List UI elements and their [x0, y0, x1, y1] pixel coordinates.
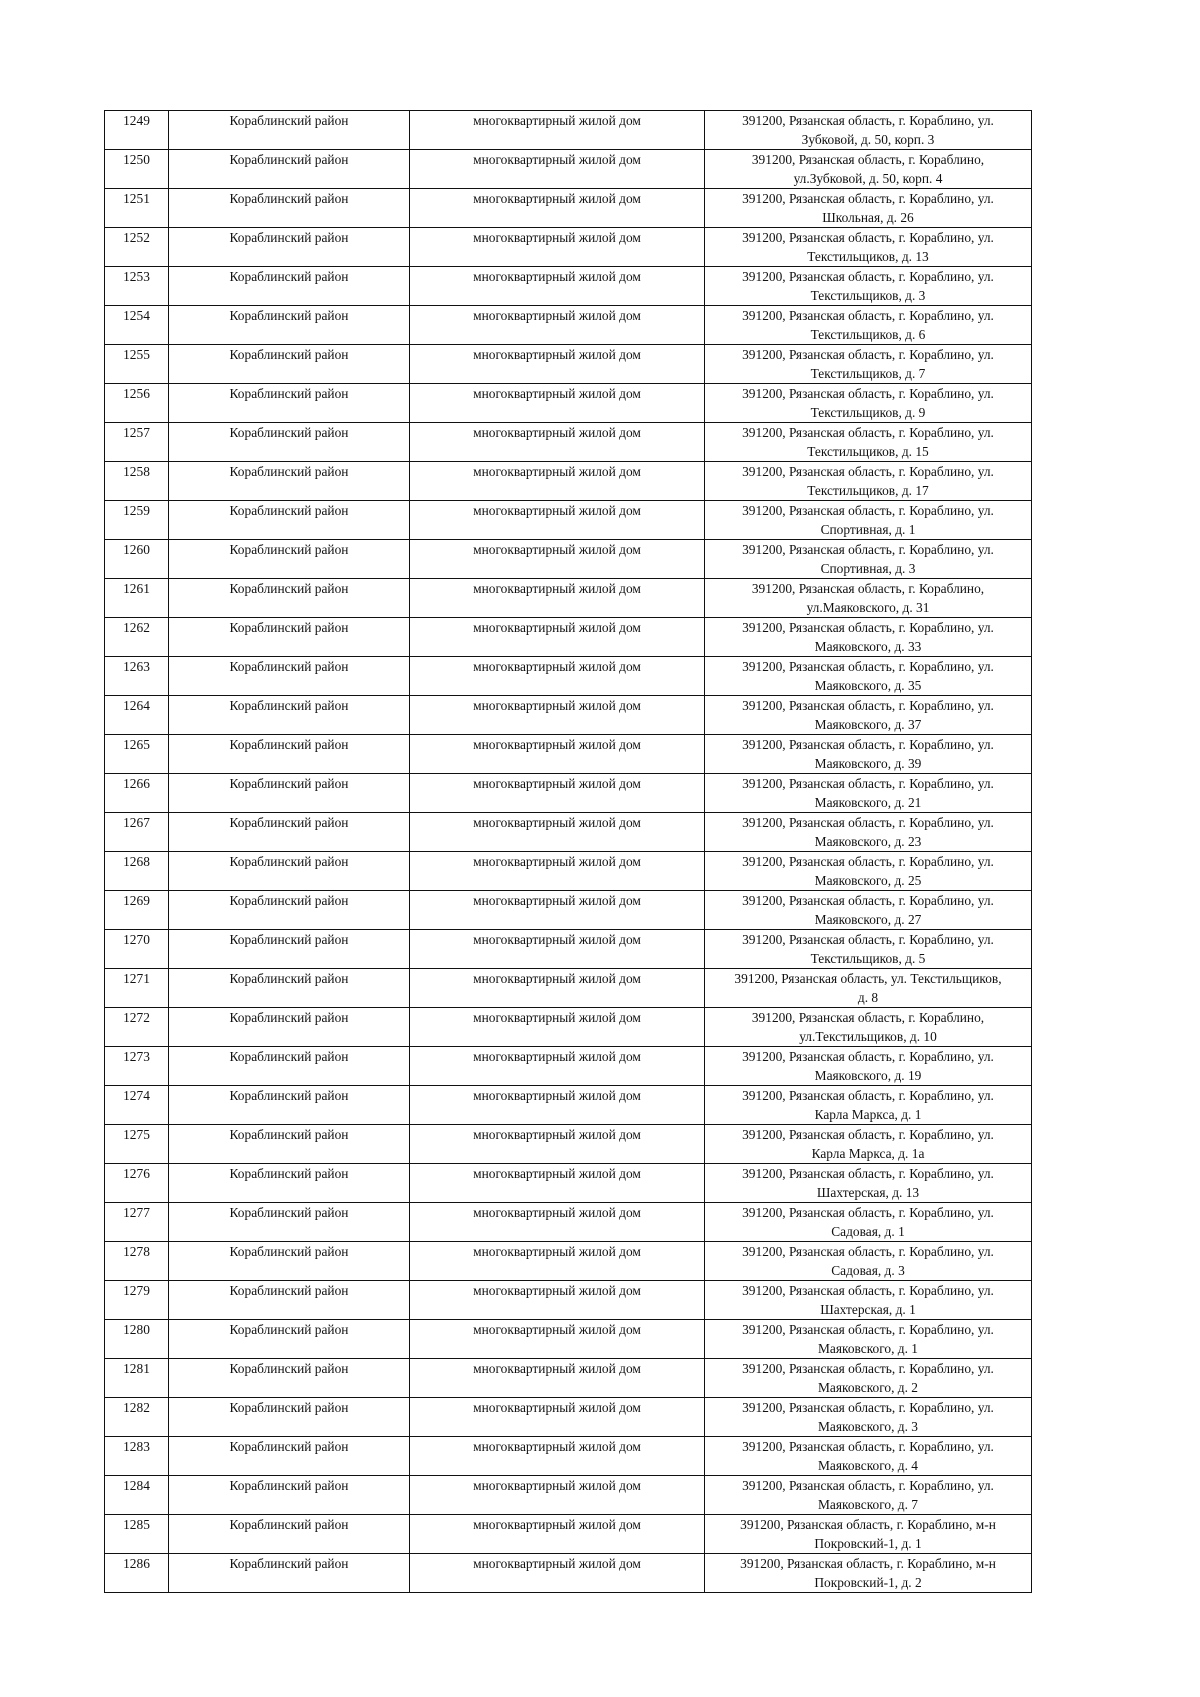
- address-cell: [705, 1008, 1032, 1047]
- table-row: [105, 1359, 1032, 1398]
- address-line: Шахтерская, д. 13: [816, 1185, 920, 1200]
- district-cell: Кораблинский район: [169, 1008, 410, 1047]
- building-type-cell: многоквартирный жилой дом: [410, 1008, 705, 1047]
- address-cell: [705, 423, 1032, 462]
- row-number-cell: 1276: [105, 1164, 169, 1203]
- building-type-cell: многоквартирный жилой дом: [410, 345, 705, 384]
- district-cell: Кораблинский район: [169, 423, 410, 462]
- address-line: 391200, Рязанская область, г. Кораблино, ул.: [742, 698, 994, 713]
- building-type-cell: многоквартирный жилой дом: [410, 1242, 705, 1281]
- address-line: Покровский-1, д. 2: [814, 1575, 922, 1590]
- row-number-cell: 1250: [105, 150, 169, 189]
- address-cell: [705, 384, 1032, 423]
- table-row: [105, 618, 1032, 657]
- address-line: Маяковского, д. 21: [814, 795, 922, 810]
- address-cell: [705, 1398, 1032, 1437]
- row-number-cell: 1249: [105, 111, 169, 150]
- table-row: [105, 930, 1032, 969]
- building-type-cell: многоквартирный жилой дом: [410, 696, 705, 735]
- table-row: [105, 1203, 1032, 1242]
- building-type-cell: многоквартирный жилой дом: [410, 1125, 705, 1164]
- building-type-cell: многоквартирный жилой дом: [410, 657, 705, 696]
- address-cell: [705, 1086, 1032, 1125]
- address-cell: [705, 1320, 1032, 1359]
- row-number-cell: 1258: [105, 462, 169, 501]
- address-cell: [705, 930, 1032, 969]
- address-cell: [705, 189, 1032, 228]
- district-cell: Кораблинский район: [169, 1242, 410, 1281]
- district-cell: Кораблинский район: [169, 189, 410, 228]
- district-cell: Кораблинский район: [169, 501, 410, 540]
- address-line: Текстильщиков, д. 9: [810, 405, 926, 420]
- address-cell: [705, 1476, 1032, 1515]
- district-cell: Кораблинский район: [169, 1281, 410, 1320]
- district-cell: Кораблинский район: [169, 1515, 410, 1554]
- address-line: Карла Маркса, д. 1: [814, 1107, 922, 1122]
- address-line: д. 8: [857, 990, 879, 1005]
- row-number-cell: 1263: [105, 657, 169, 696]
- table-row: [105, 1476, 1032, 1515]
- address-line: 391200, Рязанская область, г. Кораблино, м-н: [740, 1556, 996, 1571]
- district-cell: Кораблинский район: [169, 1554, 410, 1593]
- table-row: [105, 423, 1032, 462]
- district-cell: Кораблинский район: [169, 150, 410, 189]
- address-cell: [705, 969, 1032, 1008]
- address-cell: [705, 1242, 1032, 1281]
- address-line: Маяковского, д. 3: [818, 1419, 918, 1434]
- row-number-cell: 1268: [105, 852, 169, 891]
- district-cell: Кораблинский район: [169, 930, 410, 969]
- district-cell: Кораблинский район: [169, 306, 410, 345]
- address-cell: [705, 657, 1032, 696]
- address-line: Маяковского, д. 27: [814, 912, 922, 927]
- table-row: [105, 150, 1032, 189]
- building-type-cell: многоквартирный жилой дом: [410, 384, 705, 423]
- district-cell: Кораблинский район: [169, 969, 410, 1008]
- table-row: [105, 579, 1032, 618]
- address-line: 391200, Рязанская область, г. Кораблино, ул.: [742, 191, 994, 206]
- row-number-cell: 1278: [105, 1242, 169, 1281]
- address-cell: [705, 1515, 1032, 1554]
- table-row: [105, 1320, 1032, 1359]
- building-type-cell: многоквартирный жилой дом: [410, 774, 705, 813]
- row-number-cell: 1272: [105, 1008, 169, 1047]
- address-cell: [705, 540, 1032, 579]
- address-line: Текстильщиков, д. 15: [807, 444, 929, 459]
- table-row: [105, 111, 1032, 150]
- address-line: Текстильщиков, д. 7: [810, 366, 926, 381]
- building-type-cell: многоквартирный жилой дом: [410, 1515, 705, 1554]
- address-line: Маяковского, д. 2: [818, 1380, 918, 1395]
- table-row: [105, 462, 1032, 501]
- address-line: 391200, Рязанская область, г. Кораблино,: [751, 1010, 985, 1025]
- table-row: [105, 774, 1032, 813]
- table-row: [105, 657, 1032, 696]
- district-cell: Кораблинский район: [169, 1320, 410, 1359]
- address-line: 391200, Рязанская область, г. Кораблино, ул.: [742, 230, 994, 245]
- district-cell: Кораблинский район: [169, 1203, 410, 1242]
- building-type-cell: многоквартирный жилой дом: [410, 1164, 705, 1203]
- table-row: [105, 813, 1032, 852]
- address-line: Маяковского, д. 25: [814, 873, 922, 888]
- row-number-cell: 1256: [105, 384, 169, 423]
- building-type-cell: многоквартирный жилой дом: [410, 891, 705, 930]
- address-line: 391200, Рязанская область, г. Кораблино, ул.: [742, 1205, 994, 1220]
- address-cell: [705, 501, 1032, 540]
- address-line: Спортивная, д. 3: [820, 561, 916, 576]
- district-cell: Кораблинский район: [169, 1437, 410, 1476]
- building-type-cell: многоквартирный жилой дом: [410, 930, 705, 969]
- district-cell: Кораблинский район: [169, 462, 410, 501]
- table-row: [105, 189, 1032, 228]
- building-type-cell: многоквартирный жилой дом: [410, 540, 705, 579]
- address-line: ул.Зубковой, д. 50, корп. 4: [793, 171, 943, 186]
- building-type-cell: многоквартирный жилой дом: [410, 852, 705, 891]
- row-number-cell: 1285: [105, 1515, 169, 1554]
- building-type-cell: многоквартирный жилой дом: [410, 1554, 705, 1593]
- table-row: [105, 1125, 1032, 1164]
- row-number-cell: 1270: [105, 930, 169, 969]
- row-number-cell: 1286: [105, 1554, 169, 1593]
- row-number-cell: 1277: [105, 1203, 169, 1242]
- address-line: 391200, Рязанская область, г. Кораблино, ул.: [742, 776, 994, 791]
- address-line: 391200, Рязанская область, г. Кораблино, ул.: [742, 542, 994, 557]
- district-cell: Кораблинский район: [169, 852, 410, 891]
- building-type-cell: многоквартирный жилой дом: [410, 1203, 705, 1242]
- building-type-cell: многоквартирный жилой дом: [410, 423, 705, 462]
- table-row: [105, 1008, 1032, 1047]
- district-cell: Кораблинский район: [169, 540, 410, 579]
- district-cell: Кораблинский район: [169, 774, 410, 813]
- table-row: [105, 1086, 1032, 1125]
- district-cell: Кораблинский район: [169, 1086, 410, 1125]
- address-line: 391200, Рязанская область, г. Кораблино, ул.: [742, 425, 994, 440]
- address-line: Текстильщиков, д. 6: [810, 327, 926, 342]
- address-line: 391200, Рязанская область, г. Кораблино, м-н: [740, 1517, 996, 1532]
- row-number-cell: 1255: [105, 345, 169, 384]
- row-number-cell: 1266: [105, 774, 169, 813]
- table-row: [105, 1515, 1032, 1554]
- address-cell: [705, 345, 1032, 384]
- address-line: 391200, Рязанская область, г. Кораблино, ул.: [742, 1166, 994, 1181]
- row-number-cell: 1275: [105, 1125, 169, 1164]
- building-type-cell: многоквартирный жилой дом: [410, 1047, 705, 1086]
- row-number-cell: 1283: [105, 1437, 169, 1476]
- building-type-cell: многоквартирный жилой дом: [410, 1086, 705, 1125]
- address-line: 391200, Рязанская область, г. Кораблино, ул.: [742, 893, 994, 908]
- address-line: 391200, Рязанская область, г. Кораблино, ул.: [742, 347, 994, 362]
- row-number-cell: 1257: [105, 423, 169, 462]
- address-line: Карла Маркса, д. 1а: [811, 1146, 925, 1161]
- row-number-cell: 1279: [105, 1281, 169, 1320]
- address-cell: [705, 774, 1032, 813]
- address-cell: [705, 735, 1032, 774]
- table-row: [105, 1242, 1032, 1281]
- row-number-cell: 1274: [105, 1086, 169, 1125]
- building-type-cell: многоквартирный жилой дом: [410, 111, 705, 150]
- row-number-cell: 1271: [105, 969, 169, 1008]
- building-type-cell: многоквартирный жилой дом: [410, 150, 705, 189]
- table-row: [105, 501, 1032, 540]
- table-row: [105, 735, 1032, 774]
- address-cell: [705, 618, 1032, 657]
- building-type-cell: многоквартирный жилой дом: [410, 501, 705, 540]
- housing-registry-table: [104, 110, 1032, 1593]
- address-line: 391200, Рязанская область, г. Кораблино,: [751, 581, 985, 596]
- address-line: 391200, Рязанская область, г. Кораблино, ул.: [742, 932, 994, 947]
- district-cell: Кораблинский район: [169, 1359, 410, 1398]
- district-cell: Кораблинский район: [169, 696, 410, 735]
- building-type-cell: многоквартирный жилой дом: [410, 813, 705, 852]
- district-cell: Кораблинский район: [169, 735, 410, 774]
- table-row: [105, 384, 1032, 423]
- row-number-cell: 1254: [105, 306, 169, 345]
- district-cell: Кораблинский район: [169, 1047, 410, 1086]
- address-cell: [705, 1203, 1032, 1242]
- district-cell: Кораблинский район: [169, 618, 410, 657]
- district-cell: Кораблинский район: [169, 657, 410, 696]
- address-line: Садовая, д. 3: [831, 1263, 905, 1278]
- building-type-cell: многоквартирный жилой дом: [410, 462, 705, 501]
- address-line: 391200, Рязанская область, г. Кораблино, ул.: [742, 1244, 994, 1259]
- building-type-cell: многоквартирный жилой дом: [410, 267, 705, 306]
- address-cell: [705, 852, 1032, 891]
- address-cell: [705, 1125, 1032, 1164]
- district-cell: Кораблинский район: [169, 384, 410, 423]
- row-number-cell: 1264: [105, 696, 169, 735]
- address-cell: [705, 1164, 1032, 1203]
- district-cell: Кораблинский район: [169, 267, 410, 306]
- address-cell: [705, 306, 1032, 345]
- address-line: 391200, Рязанская область, г. Кораблино, ул.: [742, 737, 994, 752]
- row-number-cell: 1262: [105, 618, 169, 657]
- table-row: [105, 306, 1032, 345]
- row-number-cell: 1280: [105, 1320, 169, 1359]
- address-cell: [705, 1437, 1032, 1476]
- address-cell: [705, 1359, 1032, 1398]
- row-number-cell: 1261: [105, 579, 169, 618]
- address-line: 391200, Рязанская область, г. Кораблино,: [751, 152, 985, 167]
- table-row: [105, 969, 1032, 1008]
- registry-table-body: [105, 111, 1032, 1593]
- address-cell: [705, 267, 1032, 306]
- address-line: Зубковой, д. 50, корп. 3: [801, 132, 935, 147]
- table-row: [105, 1047, 1032, 1086]
- district-cell: Кораблинский район: [169, 579, 410, 618]
- address-line: Текстильщиков, д. 13: [807, 249, 929, 264]
- address-cell: [705, 462, 1032, 501]
- address-line: 391200, Рязанская область, г. Кораблино, ул.: [742, 1322, 994, 1337]
- address-line: Маяковского, д. 1: [818, 1341, 918, 1356]
- building-type-cell: многоквартирный жилой дом: [410, 306, 705, 345]
- row-number-cell: 1251: [105, 189, 169, 228]
- address-cell: [705, 1047, 1032, 1086]
- address-cell: [705, 696, 1032, 735]
- address-line: Маяковского, д. 7: [818, 1497, 918, 1512]
- address-line: 391200, Рязанская область, г. Кораблино, ул.: [742, 1439, 994, 1454]
- building-type-cell: многоквартирный жилой дом: [410, 1320, 705, 1359]
- row-number-cell: 1253: [105, 267, 169, 306]
- table-row: [105, 267, 1032, 306]
- district-cell: Кораблинский район: [169, 1476, 410, 1515]
- address-line: 391200, Рязанская область, ул. Текстильщиков,: [734, 971, 1002, 986]
- row-number-cell: 1260: [105, 540, 169, 579]
- building-type-cell: многоквартирный жилой дом: [410, 969, 705, 1008]
- row-number-cell: 1259: [105, 501, 169, 540]
- address-line: 391200, Рязанская область, г. Кораблино, ул.: [742, 854, 994, 869]
- address-line: Маяковского, д. 23: [814, 834, 922, 849]
- address-line: Маяковского, д. 37: [814, 717, 922, 732]
- building-type-cell: многоквартирный жилой дом: [410, 735, 705, 774]
- address-line: ул.Маяковского, д. 31: [806, 600, 930, 615]
- table-row: [105, 540, 1032, 579]
- address-line: Спортивная, д. 1: [820, 522, 916, 537]
- district-cell: Кораблинский район: [169, 1125, 410, 1164]
- district-cell: Кораблинский район: [169, 1398, 410, 1437]
- building-type-cell: многоквартирный жилой дом: [410, 1359, 705, 1398]
- address-line: Садовая, д. 1: [831, 1224, 905, 1239]
- address-line: Текстильщиков, д. 17: [807, 483, 929, 498]
- address-line: 391200, Рязанская область, г. Кораблино, ул.: [742, 386, 994, 401]
- address-cell: [705, 228, 1032, 267]
- address-line: Маяковского, д. 4: [818, 1458, 918, 1473]
- address-line: ул.Текстильщиков, д. 10: [799, 1029, 937, 1044]
- address-line: 391200, Рязанская область, г. Кораблино, ул.: [742, 113, 994, 128]
- address-line: 391200, Рязанская область, г. Кораблино, ул.: [742, 464, 994, 479]
- address-line: Покровский-1, д. 1: [814, 1536, 922, 1551]
- address-line: 391200, Рязанская область, г. Кораблино, ул.: [742, 1361, 994, 1376]
- address-line: Маяковского, д. 35: [814, 678, 922, 693]
- table-row: [105, 1554, 1032, 1593]
- table-row: [105, 1437, 1032, 1476]
- address-line: 391200, Рязанская область, г. Кораблино, ул.: [742, 1049, 994, 1064]
- address-cell: [705, 813, 1032, 852]
- address-cell: [705, 1554, 1032, 1593]
- address-line: 391200, Рязанская область, г. Кораблино, ул.: [742, 659, 994, 674]
- address-line: Маяковского, д. 19: [814, 1068, 922, 1083]
- building-type-cell: многоквартирный жилой дом: [410, 189, 705, 228]
- row-number-cell: 1284: [105, 1476, 169, 1515]
- address-line: 391200, Рязанская область, г. Кораблино, ул.: [742, 308, 994, 323]
- row-number-cell: 1281: [105, 1359, 169, 1398]
- address-cell: [705, 1281, 1032, 1320]
- building-type-cell: многоквартирный жилой дом: [410, 1476, 705, 1515]
- table-row: [105, 1164, 1032, 1203]
- row-number-cell: 1273: [105, 1047, 169, 1086]
- building-type-cell: многоквартирный жилой дом: [410, 1281, 705, 1320]
- building-type-cell: многоквартирный жилой дом: [410, 228, 705, 267]
- row-number-cell: 1269: [105, 891, 169, 930]
- building-type-cell: многоквартирный жилой дом: [410, 1437, 705, 1476]
- district-cell: Кораблинский район: [169, 111, 410, 150]
- address-line: 391200, Рязанская область, г. Кораблино, ул.: [742, 1088, 994, 1103]
- table-row: [105, 696, 1032, 735]
- address-line: Текстильщиков, д. 3: [810, 288, 926, 303]
- district-cell: Кораблинский район: [169, 891, 410, 930]
- table-row: [105, 345, 1032, 384]
- district-cell: Кораблинский район: [169, 228, 410, 267]
- table-row: [105, 891, 1032, 930]
- address-line: Маяковского, д. 33: [814, 639, 922, 654]
- address-cell: [705, 150, 1032, 189]
- table-row: [105, 1281, 1032, 1320]
- row-number-cell: 1267: [105, 813, 169, 852]
- row-number-cell: 1265: [105, 735, 169, 774]
- address-cell: [705, 891, 1032, 930]
- address-line: 391200, Рязанская область, г. Кораблино, ул.: [742, 1478, 994, 1493]
- address-cell: [705, 111, 1032, 150]
- address-line: Текстильщиков, д. 5: [810, 951, 926, 966]
- row-number-cell: 1282: [105, 1398, 169, 1437]
- table-row: [105, 1398, 1032, 1437]
- address-line: 391200, Рязанская область, г. Кораблино, ул.: [742, 1400, 994, 1415]
- building-type-cell: многоквартирный жилой дом: [410, 618, 705, 657]
- row-number-cell: 1252: [105, 228, 169, 267]
- district-cell: Кораблинский район: [169, 345, 410, 384]
- address-line: 391200, Рязанская область, г. Кораблино, ул.: [742, 1127, 994, 1142]
- table-row: [105, 228, 1032, 267]
- building-type-cell: многоквартирный жилой дом: [410, 579, 705, 618]
- address-line: Шахтерская, д. 1: [820, 1302, 916, 1317]
- address-line: Школьная, д. 26: [822, 210, 914, 225]
- address-line: 391200, Рязанская область, г. Кораблино, ул.: [742, 1283, 994, 1298]
- address-line: 391200, Рязанская область, г. Кораблино, ул.: [742, 815, 994, 830]
- address-cell: [705, 579, 1032, 618]
- address-line: 391200, Рязанская область, г. Кораблино, ул.: [742, 269, 994, 284]
- address-line: 391200, Рязанская область, г. Кораблино, ул.: [742, 503, 994, 518]
- table-row: [105, 852, 1032, 891]
- address-line: 391200, Рязанская область, г. Кораблино, ул.: [742, 620, 994, 635]
- district-cell: Кораблинский район: [169, 813, 410, 852]
- address-line: Маяковского, д. 39: [814, 756, 922, 771]
- district-cell: Кораблинский район: [169, 1164, 410, 1203]
- building-type-cell: многоквартирный жилой дом: [410, 1398, 705, 1437]
